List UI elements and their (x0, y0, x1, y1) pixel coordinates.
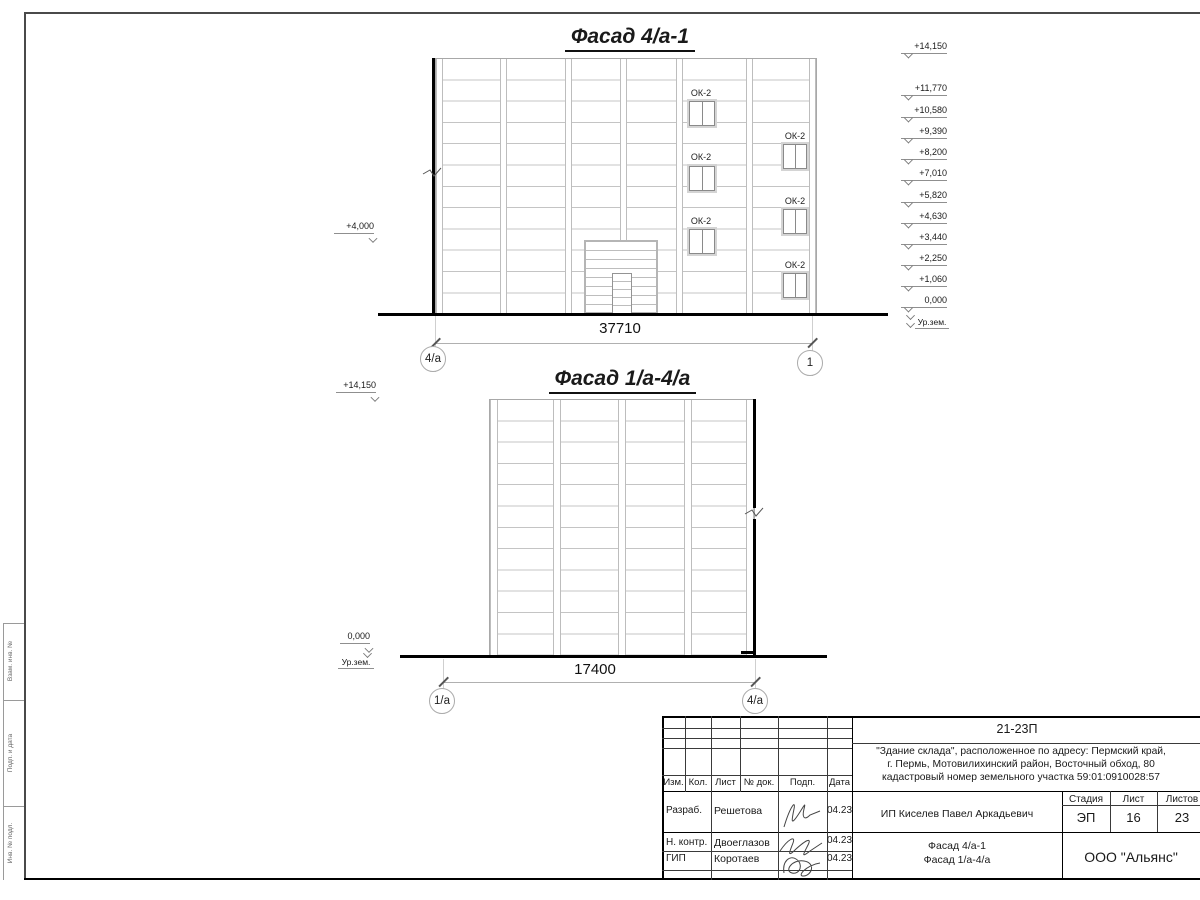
gate-door (612, 273, 632, 314)
row-name: Решетова (714, 805, 763, 817)
elevation-mark: +7,010 (901, 167, 947, 181)
column-strip (553, 400, 561, 656)
titleblock-line (662, 775, 852, 776)
facade1-edge-line (432, 58, 435, 313)
row-date: 04.23 (827, 805, 853, 816)
project-address-line3: кадастровый номер земельного участка 59:01:0910028:57 (882, 772, 1160, 783)
signature (780, 793, 825, 831)
elevation-mark: +14,150 (336, 379, 376, 393)
column-strip (490, 400, 498, 656)
elevation-mark: +10,580 (901, 104, 947, 118)
project-code: 21-23П (996, 722, 1038, 736)
column-strip (500, 59, 507, 314)
elevation-mark: +5,820 (901, 189, 947, 203)
sheets-value: 23 (1174, 810, 1190, 825)
dimension-line (443, 682, 755, 683)
axis-bubble: 4/а (742, 688, 768, 714)
row-date: 04.23 (827, 853, 853, 864)
window (783, 144, 807, 169)
sheet-value: 16 (1126, 810, 1141, 825)
titleblock-line (662, 832, 1200, 833)
ground-level-chevron (906, 319, 915, 328)
elevation-mark: +8,200 (901, 146, 947, 160)
sheet-content-line1: Фасад 4/а-1 (928, 840, 986, 852)
titleblock-line (662, 738, 852, 739)
sheet-content-line2: Фасад 1/а-4/а (923, 854, 991, 866)
signature (776, 833, 828, 879)
window (689, 166, 715, 191)
axis-bubble: 4/а (420, 346, 446, 372)
elevation-mark: +1,060 (901, 273, 947, 287)
col-header-doc: № док. (743, 777, 775, 788)
window-label: ОК-2 (784, 131, 806, 141)
row-role: Разраб. (666, 805, 703, 816)
titleblock-line (662, 748, 852, 749)
facade1-title: Фасад 4/а-1 (520, 25, 740, 52)
client-name: ИП Киселев Павел Аркадьевич (880, 808, 1034, 820)
titleblock-line (852, 743, 1200, 744)
elevation-mark: +11,770 (901, 82, 947, 96)
project-address-line2: г. Пермь, Мотовилихинский район, Восточный обход, 80 (887, 759, 1155, 770)
window-label: ОК-2 (784, 196, 806, 206)
column-strip (809, 59, 816, 314)
column-strip (684, 400, 692, 656)
break-mark (422, 165, 442, 179)
elevation-mark: +3,440 (901, 231, 947, 245)
margin-label-podp: Подп. и дата (7, 733, 14, 773)
axis-bubble: 1/а (429, 688, 455, 714)
col-header-list: Лист (715, 777, 736, 788)
titleblock-line (662, 716, 1200, 718)
facade2-ground-line (400, 655, 827, 659)
ground-level-label: Ур.зем. (338, 657, 374, 669)
break-mark (744, 505, 764, 519)
window-label: ОК-2 (784, 260, 806, 270)
window-label: ОК-2 (690, 152, 712, 162)
window-label: ОК-2 (690, 216, 712, 226)
elevation-mark: +4,000 (334, 220, 374, 234)
axis-bubble: 1 (797, 350, 823, 376)
sheet-header: Лист (1122, 794, 1145, 805)
margin-label-vzam: Взам. инв. № (7, 640, 14, 682)
margin-label-inv: Инв. № подл. (7, 822, 14, 864)
stage-header: Стадия (1068, 794, 1104, 805)
titleblock-line (662, 728, 852, 729)
window (689, 229, 715, 254)
margin-box-line (3, 623, 4, 880)
window (783, 273, 807, 298)
window (783, 209, 807, 234)
elevation-mark: 0,000 (901, 294, 947, 308)
row-date: 04.23 (827, 835, 853, 846)
elevation-mark: 0,000 (340, 630, 370, 644)
project-address-line1: "Здание склада", расположенное по адресу: Пермский край, (876, 746, 1166, 757)
facade2-edge-line (753, 399, 757, 508)
ground-level-label: Ур.зем. (915, 317, 949, 329)
frame-bottom-border (24, 878, 1200, 880)
frame-top-border (24, 12, 1200, 14)
titleblock-line (711, 716, 712, 880)
gate (584, 240, 658, 314)
column-strip (565, 59, 572, 314)
col-header-podp: Подп. (789, 777, 816, 788)
dimension-label: 37710 (599, 320, 641, 337)
dimension-label: 17400 (574, 661, 616, 678)
col-header-data: Дата (828, 777, 851, 788)
elevation-mark: +9,390 (901, 125, 947, 139)
column-strip (436, 59, 443, 314)
elevation-mark: +4,630 (901, 210, 947, 224)
column-strip (746, 59, 753, 314)
facade2-edge-line (753, 519, 757, 655)
dimension-line (435, 343, 812, 344)
elevation-mark: +2,250 (901, 252, 947, 266)
col-header-izm: Изм. (663, 777, 684, 788)
facade2-building (489, 399, 755, 657)
organization-name: ООО "Альянс" (1084, 849, 1178, 865)
elevation-mark: +14,150 (901, 40, 947, 54)
col-header-kol: Кол. (688, 777, 708, 788)
row-name: Двоеглазов (714, 837, 770, 849)
window-label: ОК-2 (690, 88, 712, 98)
row-role: ГИП (666, 853, 686, 864)
titleblock-line (662, 716, 664, 880)
column-strip (618, 400, 626, 656)
titleblock-line (662, 791, 1200, 792)
column-strip (676, 59, 683, 314)
frame-left-border (24, 12, 26, 880)
facade1-building (435, 58, 817, 315)
row-role: Н. контр. (666, 837, 708, 848)
sheets-header: Листов (1165, 794, 1199, 805)
edge-line-foot (741, 651, 755, 655)
facade2-title: Фасад 1/а-4/а (510, 367, 735, 394)
window (689, 101, 715, 126)
stage-value: ЭП (1076, 810, 1096, 825)
row-name: Коротаев (714, 853, 760, 865)
